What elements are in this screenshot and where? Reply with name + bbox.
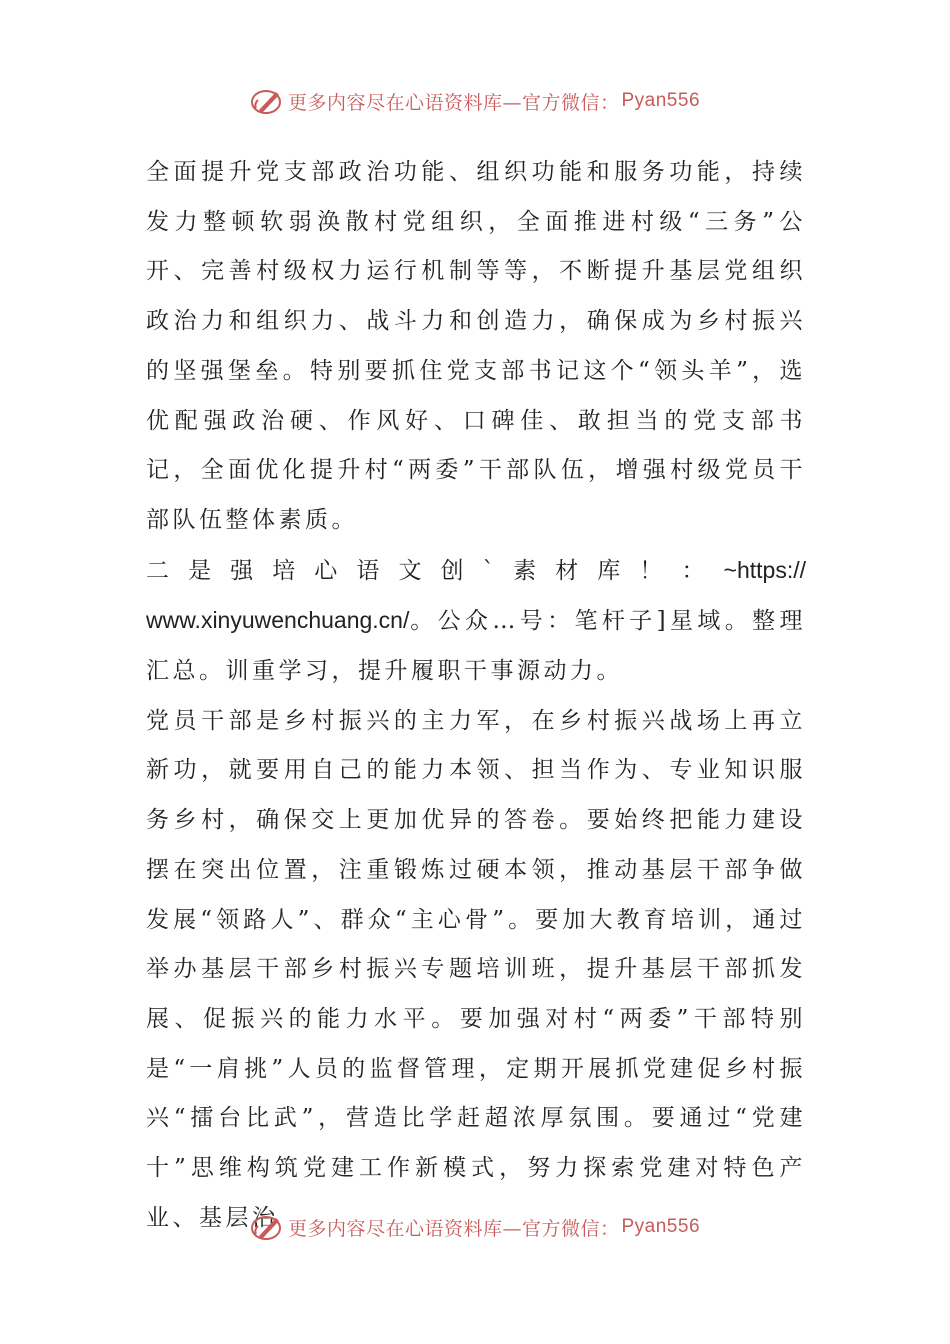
watermark-text: 更多内容尽在心语资料库—官方微信： bbox=[287, 1217, 620, 1240]
paragraph-2-rest bbox=[146, 596, 806, 696]
paragraph-2-text: 。公众…号：笔杆子]星域。整理汇总。训重学习，提升履职干事源动力。 bbox=[146, 608, 806, 685]
watermark-wechat-id: Pyan556 bbox=[621, 1216, 701, 1237]
watermark-text: 更多内容尽在心语资料库—官方微信： bbox=[287, 91, 620, 114]
footer-watermark bbox=[0, 1212, 950, 1242]
pen-logo-icon bbox=[250, 86, 284, 116]
paragraph-2-url-prefix: ~https:// bbox=[723, 556, 806, 583]
document-body bbox=[146, 148, 806, 1243]
paragraph-2-line-1 bbox=[146, 546, 806, 597]
pen-logo-icon bbox=[250, 1212, 284, 1242]
paragraph-3: 党员干部是乡村振兴的主力军，在乡村振兴战场上再立新功，就要用自己的能力本领、担当作为、专业知识服务乡村，确保交上更加优异的答卷。要始终把能力建设摆在突出位置，注重锻炼过硬本领，推动基层干部争做发展“领路人”、群众“主心骨”。要加大教育培训，通过举办基层干部乡村振兴专题培训班，提升基层干部抓发展、促振兴的能力水平。要加强对村“两委”干部特别是“一肩挑”人员的监督管理，定期开展抓党建促乡村振兴“擂台比武”，营造比学赶超浓厚氛围。要通过“党建十”思维构筑党建工作新模式，努力探索党建对特色产业、基层治 bbox=[146, 707, 806, 1231]
paragraph-2-url: www.xinyuwenchuang.cn/ bbox=[146, 607, 410, 634]
watermark-wechat-id: Pyan556 bbox=[621, 90, 701, 111]
header-watermark bbox=[0, 86, 950, 116]
paragraph-1: 全面提升党支部政治功能、组织功能和服务功能，持续发力整顿软弱涣散村党组织，全面推进村级“三务”公开、完善村级权力运行机制等等，不断提升基层党组织政治力和组织力、战斗力和创造力，确保成为乡村振兴的坚强堡垒。特别要抓住党支部书记这个“领头羊”，选优配强政治硬、作风好、口碑佳、敢担当的党支部书记，全面优化提升村“两委”干部队伍，增强村级党员干部队伍整体素质。 bbox=[146, 159, 806, 533]
paragraph-2-heading: 二是强培心语文创`素材库！： bbox=[146, 557, 724, 584]
